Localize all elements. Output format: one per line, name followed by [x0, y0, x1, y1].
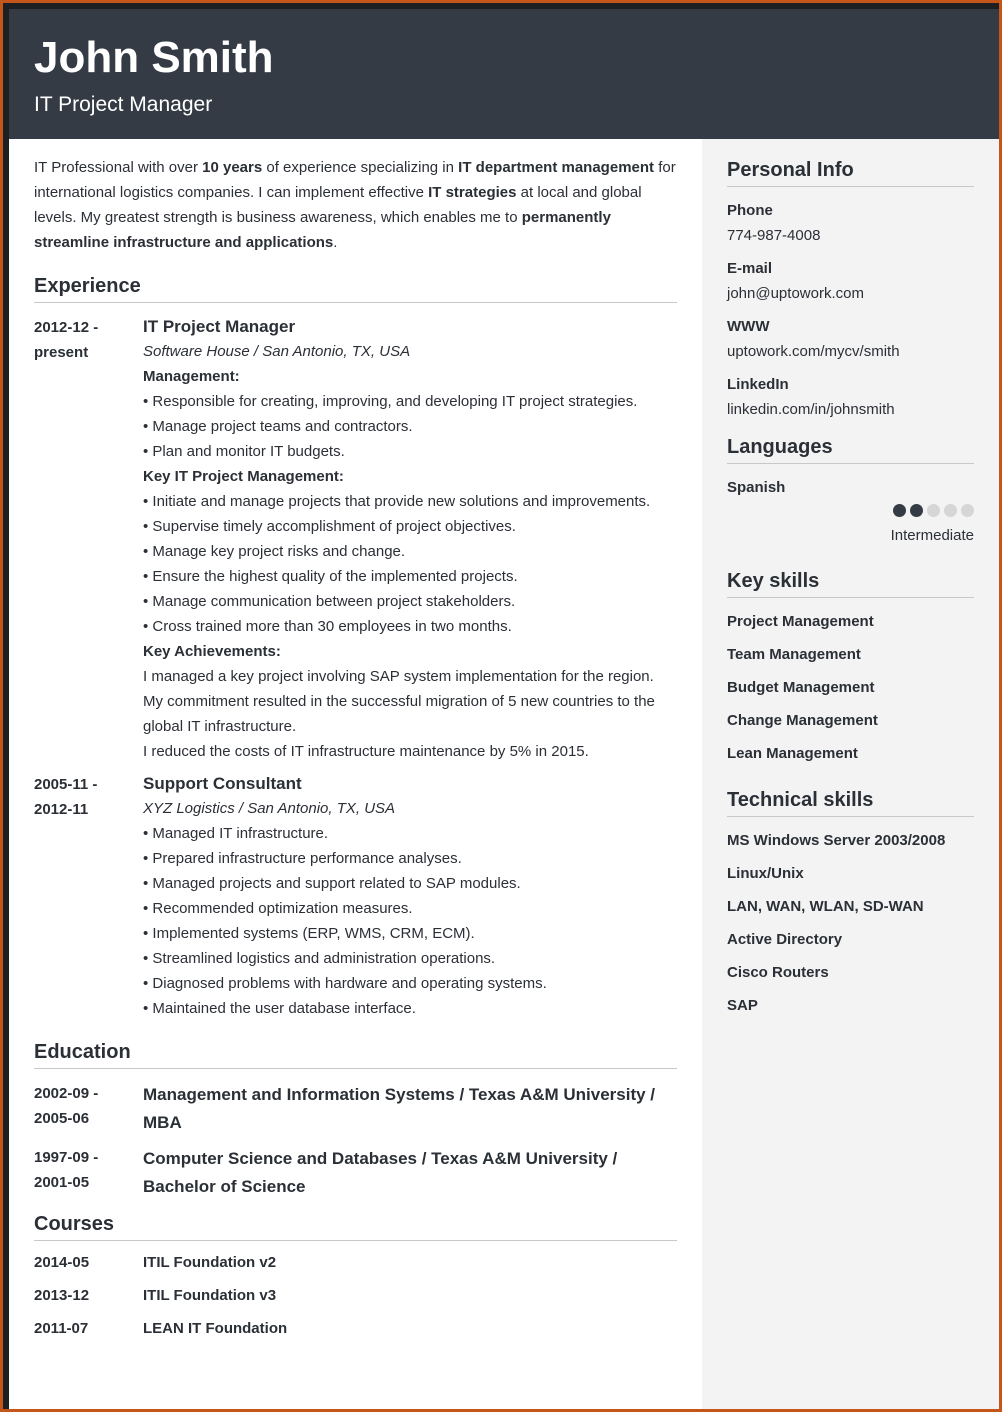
summary-text: IT Professional with over	[34, 159, 203, 176]
key-skill: Project Management	[727, 613, 874, 630]
job-line: • Ensure the highest quality of the implemented projects.	[143, 568, 518, 585]
sidebar	[702, 139, 999, 1409]
summary	[34, 155, 677, 255]
language-name: Spanish	[727, 479, 786, 496]
education-dates	[34, 1145, 143, 1201]
job-line: • Managed IT infrastructure.	[143, 825, 329, 842]
job-line: • Responsible for creating, improving, and developing IT project strategies.	[143, 393, 638, 410]
job-entry	[34, 772, 677, 1021]
courses-list	[34, 1253, 677, 1352]
languages-heading: Languages	[727, 436, 974, 464]
job-company: Software House / San Antonio, TX, USA	[143, 343, 411, 360]
key-skill: Lean Management	[727, 745, 858, 762]
course-date: 2013-12	[34, 1287, 90, 1304]
job-line: I reduced the costs of IT infrastructure maintenance by 5% in 2015.	[143, 743, 589, 760]
job-title: Support Consultant	[143, 774, 302, 793]
rating-dot	[893, 504, 906, 517]
course-entry	[34, 1286, 677, 1319]
education-heading: Education	[34, 1041, 677, 1069]
job-line: • Initiate and manage projects that provide new solutions and improvements.	[143, 493, 651, 510]
personal-info-list	[727, 201, 974, 420]
technical-skills-heading: Technical skills	[727, 789, 974, 817]
course-name: ITIL Foundation v2	[143, 1254, 277, 1271]
technical-skills-list	[727, 831, 974, 1029]
candidate-name: John Smith	[34, 33, 274, 82]
summary-text: at local and global levels. My greatest strength is business awareness, which enables me to	[34, 184, 642, 226]
job-date-line: present	[34, 344, 89, 361]
job-date-line: 2005-11 -	[34, 776, 98, 793]
education-dates	[34, 1081, 143, 1137]
rating-dot	[927, 504, 940, 517]
job-line: • Recommended optimization measures.	[143, 900, 413, 917]
rating-dot	[910, 504, 923, 517]
summary-text: for international logistics companies. I can implement effective	[34, 159, 676, 201]
education-date-line: 2002-09 -	[34, 1085, 99, 1102]
job-subheading: Key IT Project Management:	[143, 468, 344, 485]
job-body	[143, 315, 677, 764]
info-label: E-mail	[727, 260, 773, 277]
job-line: • Prepared infrastructure performance analyses.	[143, 850, 462, 867]
key-skill: Team Management	[727, 646, 861, 663]
education-date-line: 2001-05	[34, 1174, 90, 1191]
page-frame	[3, 3, 999, 1409]
summary-emphasis: IT department management	[458, 159, 655, 176]
languages-list	[727, 478, 974, 546]
candidate-title: IT Project Manager	[34, 93, 213, 116]
education-entry	[34, 1145, 677, 1201]
education-degree: Management and Information Systems / Texas A&M University / MBA	[143, 1085, 656, 1132]
personal-info-heading: Personal Info	[727, 159, 974, 187]
job-dates	[34, 315, 143, 764]
experience-heading: Experience	[34, 275, 677, 303]
job-line: • Manage communication between project stakeholders.	[143, 593, 516, 610]
job-line: • Supervise timely accomplishment of project objectives.	[143, 518, 516, 535]
rating-dot	[944, 504, 957, 517]
job-line: • Implemented systems (ERP, WMS, CRM, ECM).	[143, 925, 475, 942]
experience-list	[34, 315, 677, 1021]
job-subheading: Key Achievements:	[143, 643, 281, 660]
summary-text: .	[333, 234, 338, 251]
job-line: • Plan and monitor IT budgets.	[143, 443, 345, 460]
job-title: IT Project Manager	[143, 317, 296, 336]
job-line: • Maintained the user database interface.	[143, 1000, 416, 1017]
course-name: LEAN IT Foundation	[143, 1320, 288, 1337]
courses-heading: Courses	[34, 1213, 677, 1241]
job-subheading: Management:	[143, 368, 240, 385]
technical-skill: MS Windows Server 2003/2008	[727, 832, 946, 849]
education-list	[34, 1081, 677, 1201]
education-date-line: 1997-09 -	[34, 1149, 99, 1166]
course-date: 2011-07	[34, 1320, 89, 1337]
rating-dot	[961, 504, 974, 517]
summary-text: of experience specializing in	[262, 159, 459, 176]
course-date: 2014-05	[34, 1254, 90, 1271]
technical-skill: Linux/Unix	[727, 865, 804, 882]
job-company: XYZ Logistics / San Antonio, TX, USA	[143, 800, 396, 817]
education-date-line: 2005-06	[34, 1110, 90, 1127]
info-label: WWW	[727, 318, 770, 335]
job-line: • Managed projects and support related to SAP modules.	[143, 875, 521, 892]
info-value: 774-987-4008	[727, 227, 821, 244]
technical-skill: Active Directory	[727, 931, 843, 948]
course-entry	[34, 1253, 677, 1286]
info-label: LinkedIn	[727, 376, 789, 393]
job-dates	[34, 772, 143, 1021]
resume-header	[9, 9, 999, 139]
job-line: • Manage project teams and contractors.	[143, 418, 413, 435]
course-entry	[34, 1319, 677, 1352]
job-date-line: 2012-12 -	[34, 319, 99, 336]
education-entry	[34, 1081, 677, 1137]
info-label: Phone	[727, 202, 773, 219]
summary-emphasis: 10 years	[202, 159, 263, 176]
main-column	[34, 139, 677, 1352]
technical-skill: Cisco Routers	[727, 964, 829, 981]
job-line: • Cross trained more than 30 employees in two months.	[143, 618, 512, 635]
key-skills-list	[727, 612, 974, 777]
info-value: john@uptowork.com	[727, 285, 864, 302]
key-skill: Change Management	[727, 712, 878, 729]
summary-emphasis: IT strategies	[428, 184, 517, 201]
job-line: I managed a key project involving SAP system implementation for the region. My commitment resulted in the successful migration of 5 new countries to the global IT infrastructure.	[143, 668, 655, 735]
job-body	[143, 772, 677, 1021]
key-skills-heading: Key skills	[727, 570, 974, 598]
language-rating	[727, 504, 974, 518]
summary-emphasis: permanently streamline infrastructure and applications	[34, 209, 611, 251]
technical-skill: SAP	[727, 997, 758, 1014]
course-name: ITIL Foundation v3	[143, 1287, 277, 1304]
resume-page	[9, 9, 999, 1409]
language-level: Intermediate	[890, 527, 974, 544]
job-entry	[34, 315, 677, 764]
info-value: linkedin.com/in/johnsmith	[727, 401, 895, 418]
job-line: • Manage key project risks and change.	[143, 543, 406, 560]
job-line: • Diagnosed problems with hardware and operating systems.	[143, 975, 547, 992]
job-date-line: 2012-11	[34, 801, 89, 818]
job-line: • Streamlined logistics and administration operations.	[143, 950, 496, 967]
key-skill: Budget Management	[727, 679, 875, 696]
technical-skill: LAN, WAN, WLAN, SD-WAN	[727, 898, 924, 915]
info-value: uptowork.com/mycv/smith	[727, 343, 900, 360]
education-degree: Computer Science and Databases / Texas A&M University / Bachelor of Science	[143, 1149, 618, 1196]
